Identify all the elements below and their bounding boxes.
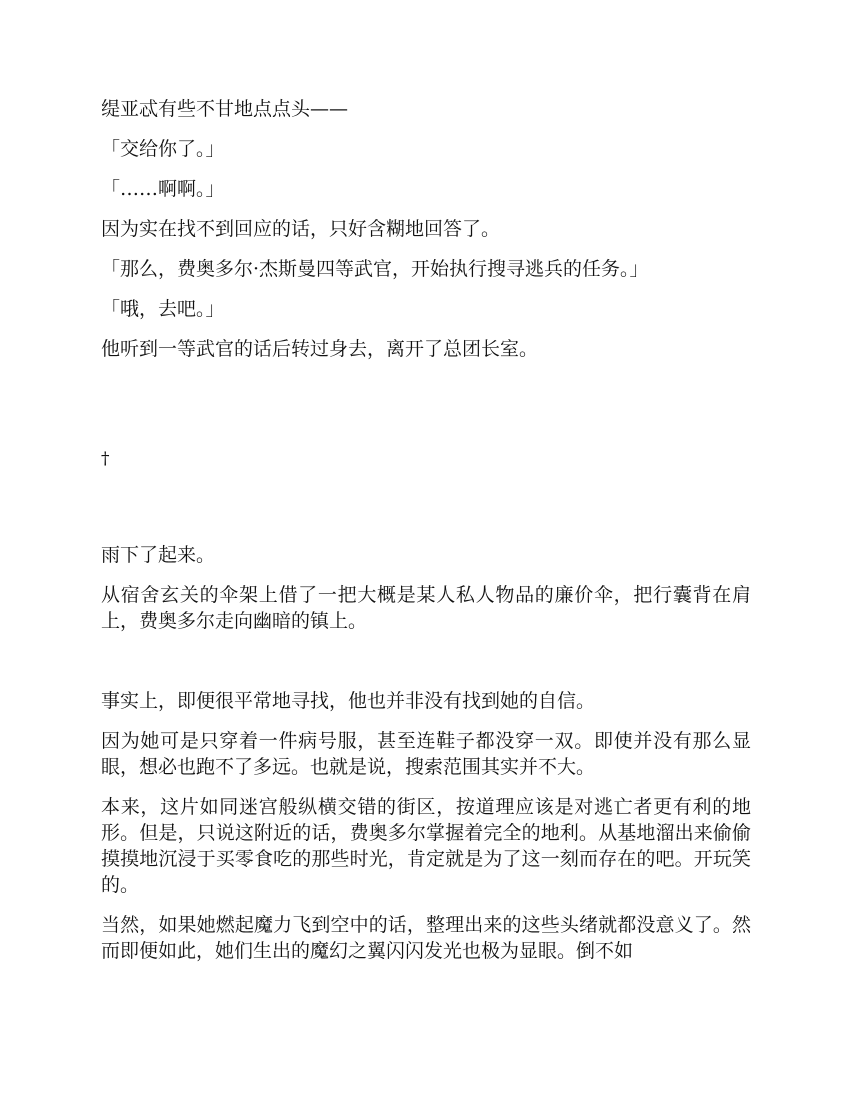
paragraph: 当然，如果她燃起魔力飞到空中的话，整理出来的这些头绪就都没意义了。然而即便如此，她们生出的魔幻之翼闪闪发光也极为显眼。倒不如: [101, 914, 751, 962]
paragraph: 「……啊啊。」: [101, 178, 225, 200]
section-gap: [101, 648, 751, 688]
paragraph: 本来，这片如同迷宫般纵横交错的街区，按道理应该是对逃亡者更有利的地形。但是，只说这附近的话，费奥多尔掌握着完全的地利。从基地溜出来偷偷摸摸地沉浸于买零食吃的那些时光，肯定就是为了这一刻而存在的吧。开玩笑的。: [101, 796, 751, 896]
document-page: [101, 96, 751, 978]
paragraph: 「交给你了。」: [101, 138, 225, 160]
paragraph: 因为她可是只穿着一件病号服，甚至连鞋子都没穿一双。即使并没有那么显眼，想必也跑不了多远。也就是说，搜索范围其实并不大。: [101, 730, 751, 778]
paragraph: 「那么，费奥多尔·杰斯曼四等武官，开始执行搜寻逃兵的任务。」: [101, 258, 649, 280]
paragraph: 他听到一等武官的话后转过身去，离开了总团长室。: [101, 338, 539, 360]
section-separator: †: [101, 449, 110, 469]
section-gap: [101, 376, 751, 446]
paragraph: 因为实在找不到回应的话，只好含糊地回答了。: [101, 218, 501, 240]
paragraph: 「哦，去吧。」: [101, 298, 225, 320]
section-gap: [101, 472, 751, 542]
paragraph: 缇亚忒有些不甘地点点头——: [101, 98, 349, 120]
paragraph: 从宿舍玄关的伞架上借了一把大概是某人私人物品的廉价伞，把行囊背在肩上，费奥多尔走向幽暗的镇上。: [101, 584, 751, 632]
paragraph: 雨下了起来。: [101, 544, 216, 566]
paragraph: 事实上，即便很平常地寻找，他也并非没有找到她的自信。: [101, 690, 596, 712]
